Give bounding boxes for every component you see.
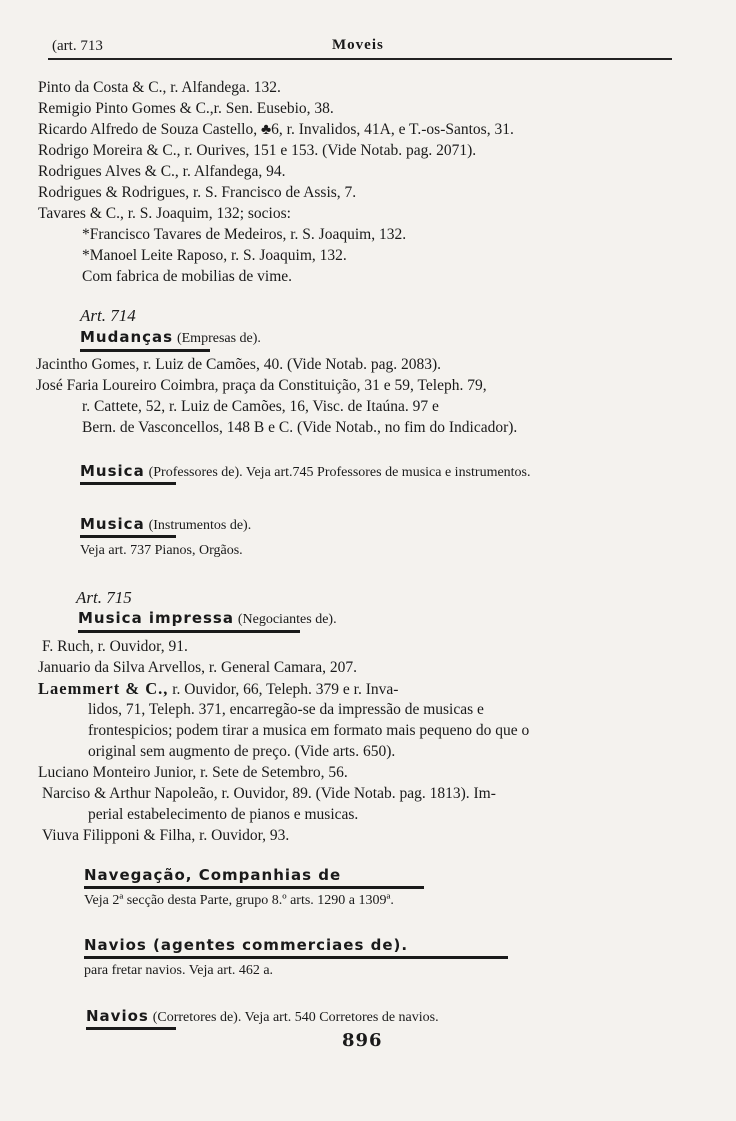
list-item: Remigio Pinto Gomes & C.,r. Sen. Eusebio, 38.	[38, 100, 334, 117]
section-heading: Navios (agentes commerciaes de).	[84, 936, 409, 954]
list-item: r. Cattete, 52, r. Luiz de Camões, 16, Visc. de Itaúna. 97 e	[82, 398, 439, 415]
list-item: Ricardo Alfredo de Souza Castello, ♣6, r. Invalidos, 41A, e T.-os-Santos, 31.	[38, 121, 514, 138]
page-number: 896	[342, 1030, 383, 1051]
heading-text: Musica	[80, 462, 145, 480]
heading-text: Musica	[80, 515, 145, 533]
list-item: Com fabrica de mobilias de vime.	[82, 268, 293, 285]
heading-underline	[78, 630, 300, 633]
list-item: Rodrigo Moreira & C., r. Ourives, 151 e 153. (Vide Notab. pag. 2071).	[38, 142, 477, 159]
list-item-continuation: frontespicios; podem tirar a musica em formato mais pequeno do que o	[88, 722, 530, 739]
heading-subtitle: (Empresas de).	[176, 331, 261, 346]
heading-underline	[80, 535, 176, 538]
list-item: Rodrigues & Rodrigues, r. S. Francisco de Assis, 7.	[38, 184, 357, 201]
list-item-continuation: original sem augmento de preço. (Vide arts. 650).	[88, 743, 396, 760]
section-heading	[80, 515, 251, 535]
heading-subtitle: (Negociantes de).	[237, 612, 337, 627]
cross-reference: (Professores de). Veja art.745 Professores de musica e instrumentos.	[148, 465, 531, 480]
list-item: José Faria Loureiro Coimbra, praça da Constituição, 31 e 59, Teleph. 79,	[36, 377, 487, 394]
heading-underline	[84, 886, 424, 889]
list-item: Viuva Filipponi & Filha, r. Ouvidor, 93.	[42, 827, 290, 844]
header-title: Moveis	[332, 37, 384, 53]
header-article-ref: (art. 713	[52, 38, 103, 54]
heading-subtitle: (Instrumentos de).	[148, 518, 252, 533]
heading-underline	[80, 349, 210, 352]
cross-reference: (Corretores de). Veja art. 540 Corretores de navios.	[152, 1010, 439, 1025]
heading-text: Mudanças	[80, 328, 174, 346]
cross-reference: Veja 2ª secção desta Parte, grupo 8.º arts. 1290 a 1309ª.	[84, 893, 394, 908]
cross-reference: para fretar navios. Veja art. 462 a.	[84, 963, 274, 978]
cross-reference: Veja art. 737 Pianos, Orgãos.	[80, 543, 243, 558]
list-item: Jacintho Gomes, r. Luiz de Camões, 40. (Vide Notab. pag. 2083).	[36, 356, 441, 373]
article-number: Art. 715	[76, 588, 132, 607]
heading-underline	[80, 482, 176, 485]
list-item-continuation: perial estabelecimento de pianos e musicas.	[88, 806, 359, 823]
section-heading: Navegação, Companhias de	[84, 866, 342, 884]
heading-text: Musica impressa	[78, 609, 234, 627]
bold-entry-name: Laemmert & C.,	[38, 679, 169, 698]
running-header	[52, 38, 670, 58]
article-number: Art. 714	[80, 306, 136, 325]
section-heading	[80, 328, 261, 348]
entry-text: r. Ouvidor, 66, Teleph. 379 e r. Inva-	[172, 681, 399, 698]
list-item: Narciso & Arthur Napoleão, r. Ouvidor, 89. (Vide Notab. pag. 1813). Im-	[42, 785, 496, 802]
list-item-continuation: lidos, 71, Teleph. 371, encarregão-se da impressão de musicas e	[88, 701, 484, 718]
section-heading	[86, 1007, 439, 1027]
list-item: *Manoel Leite Raposo, r. S. Joaquim, 132.	[82, 247, 347, 264]
heading-underline	[84, 956, 508, 959]
list-item: Pinto da Costa & C., r. Alfandega. 132.	[38, 79, 281, 96]
list-item: *Francisco Tavares de Medeiros, r. S. Joaquim, 132.	[82, 226, 407, 243]
heading-text: Navios	[86, 1007, 149, 1025]
list-item: Januario da Silva Arvellos, r. General Camara, 207.	[38, 659, 357, 676]
list-item: Bern. de Vasconcellos, 148 B e C. (Vide Notab., no fim do Indicador).	[82, 419, 518, 436]
list-item: Rodrigues Alves & C., r. Alfandega, 94.	[38, 163, 286, 180]
list-item: Tavares & C., r. S. Joaquim, 132; socios:	[38, 205, 291, 222]
list-item: F. Ruch, r. Ouvidor, 91.	[42, 638, 188, 655]
list-item: Luciano Monteiro Junior, r. Sete de Setembro, 56.	[38, 764, 348, 781]
section-heading	[78, 609, 337, 629]
list-item	[38, 679, 398, 699]
heading-underline	[86, 1027, 176, 1030]
header-rule	[48, 58, 672, 60]
section-heading	[80, 462, 531, 482]
